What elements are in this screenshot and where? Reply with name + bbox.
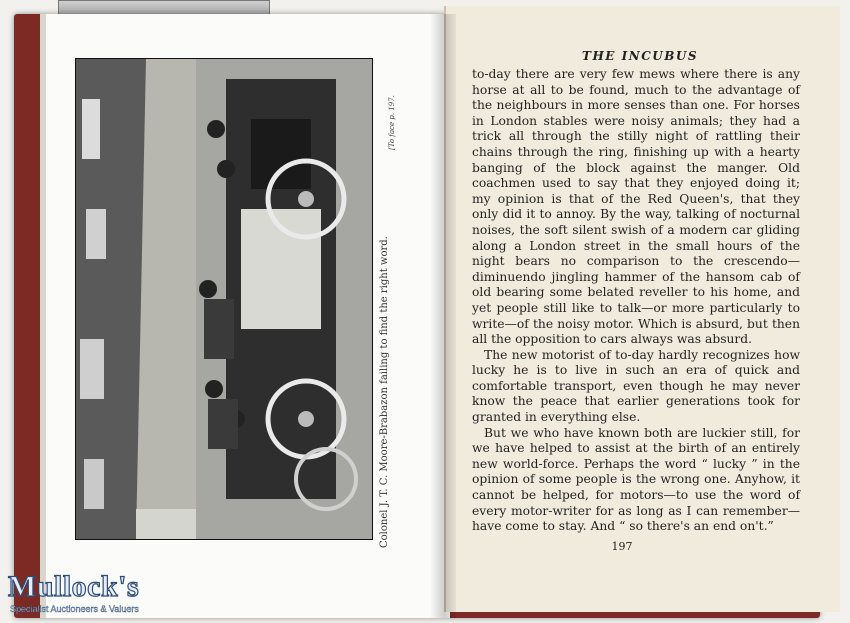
photo-illustration xyxy=(76,59,372,539)
paragraph-1: to-day there are very few mews where there is any horse at all to be found, much to the advantage of the neighbours in more senses than one. For horses in London stables were noisy animals; they had a trick all through the stilly night of rattling their chains through the ring, finishing up with a hearty banging of the block against the manger. Old coachmen used to say that they enjoyed doing it; my opinion is that of the Red Queen's, that they only did it to annoy. By the way, talking of nocturnal noises, the soft silent swish of a modern car gliding along a London street in the small hours of the night bears no comparison to the crescendo—diminuendo jingling hammer of the hansom cab of old bearing some belated reveller to his home, and yet people still like to talk—or more particularly to write—of the noisy motor. Which is absurd, but then all the opposition to cars always was absurd. xyxy=(472,67,800,347)
photo-caption xyxy=(379,236,395,548)
watermark-tagline: Specialist Auctioneers & Valuers xyxy=(10,604,139,614)
photo-caption-text: Colonel J. T. C. Moore-Brabazon failing to find the right word. xyxy=(379,236,390,548)
watermark-name: Mullock's xyxy=(8,570,140,603)
paragraph-2: The new motorist of to-day hardly recognizes how lucky he is to live in such an era of quick and comfortable transport, even though he may never know the peace that earlier generations took for granted in everything else. xyxy=(472,347,800,425)
plate-reference xyxy=(388,60,402,150)
plate-reference-text: [To face p. 197. xyxy=(388,95,396,150)
auctioneer-watermark xyxy=(4,570,164,616)
book-gutter xyxy=(430,14,456,618)
vintage-car-photograph xyxy=(75,58,373,540)
running-head: THE INCUBUS xyxy=(582,49,698,63)
paragraph-3: But we who have known both are luckier still, for we have helped to assist at the birth of an entirely new world-force. Perhaps the word “ lucky ” in the opinion of some people is the wrong one. Anyhow, it cannot be helped, for motors—to use the word of every motor-writer for as long as I can remember—have come to stay. And “ so there's an end on't.” xyxy=(472,425,800,534)
page-number: 197 xyxy=(611,540,633,553)
page-text xyxy=(472,67,800,535)
